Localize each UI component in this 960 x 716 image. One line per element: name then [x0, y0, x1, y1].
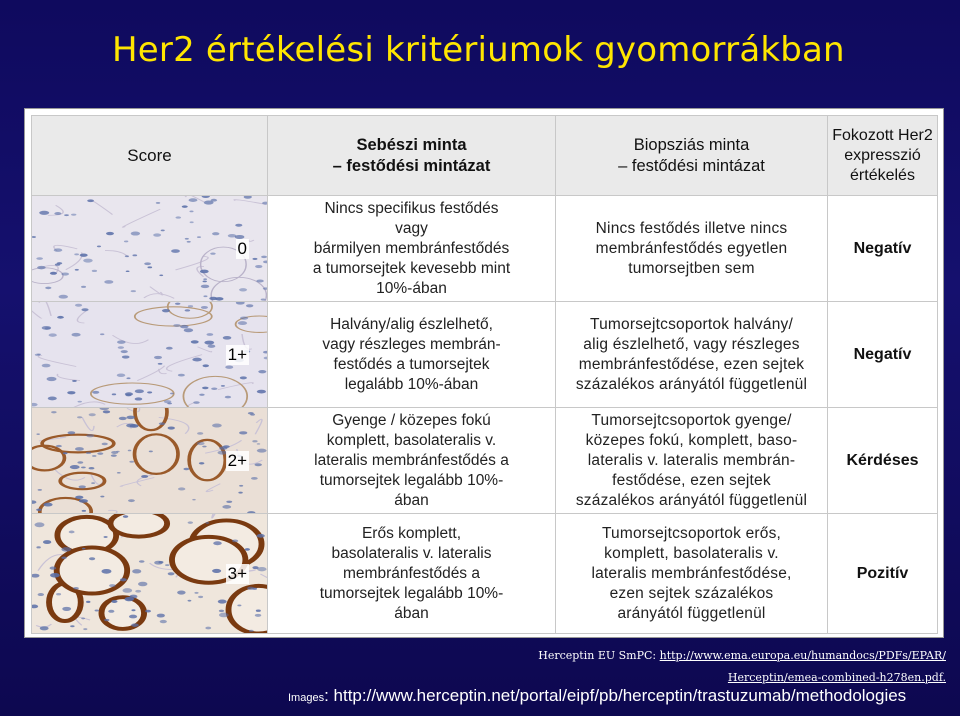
biopsy-pattern-cell [556, 408, 828, 514]
images-url[interactable]: : http://www.herceptin.net/portal/eipf/pb/herceptin/trastuzumab/methodologies [324, 686, 907, 705]
biopsy-pattern-line: Tumorsejtcsoportok halvány/ [590, 315, 793, 333]
biopsy-pattern-line: tumorsejtben sem [628, 259, 755, 277]
score-value: 0 [237, 238, 247, 258]
surgical-pattern-line: membránfestődés a [343, 564, 480, 582]
surgical-pattern-line: 10%-ában [376, 279, 447, 297]
header-eval-line1: Fokozott Her2 [832, 126, 933, 144]
slide-title: Her2 értékelési kritériumok gyomorrákban [112, 30, 845, 70]
header-surgical-line1: Sebészi minta [356, 135, 467, 154]
surgical-pattern-line: tumorsejtek legalább 10%- [319, 471, 504, 489]
surgical-pattern-line: komplett, basolateralis v. [326, 431, 497, 449]
evaluation-cell: Negatív [828, 302, 938, 408]
surgical-pattern-cell [268, 196, 556, 302]
surgical-pattern-line: ában [394, 491, 429, 509]
surgical-pattern-line: legalább 10%-ában [344, 375, 479, 393]
surgical-pattern-line: basolateralis v. lateralis [331, 544, 492, 562]
criteria-table-panel [24, 108, 944, 638]
table-row [32, 408, 938, 514]
surgical-pattern-line: tumorsejtek legalább 10%- [319, 584, 504, 602]
surgical-pattern-cell [268, 302, 556, 408]
surgical-pattern-line: Halvány/alig észlelhető, [330, 315, 493, 333]
biopsy-pattern-line: százalékos arányától függetlenül [575, 375, 808, 393]
header-score: Score [32, 116, 268, 196]
images-label: Images [288, 692, 325, 704]
score-value: 1+ [227, 344, 247, 364]
table-row [32, 302, 938, 408]
surgical-pattern-line: vagy részleges membrán- [322, 335, 501, 353]
biopsy-pattern-line: ezen sejtek százalékos [609, 584, 774, 602]
score-cell [32, 196, 268, 302]
score-value: 3+ [227, 563, 247, 583]
table-row [32, 196, 938, 302]
evaluation-cell: Pozitív [828, 514, 938, 634]
biopsy-pattern-cell [556, 302, 828, 408]
biopsy-pattern-line: Tumorsejtcsoportok gyenge/ [591, 411, 792, 429]
evaluation-cell: Kérdéses [828, 408, 938, 514]
reference-link-2[interactable]: Herceptin/emea-combined-h278en.pdf. [727, 671, 946, 684]
surgical-pattern-line: bármilyen membránfestődés [313, 239, 510, 257]
biopsy-pattern-line: lateralis membránfestődése, [591, 564, 792, 582]
criteria-table [31, 115, 938, 634]
biopsy-pattern-line: arányától függetlenül [617, 604, 766, 622]
header-eval-line2: expresszió [844, 146, 921, 164]
score-cell [32, 408, 268, 514]
reference-label: Herceptin EU SmPC: [538, 649, 660, 662]
header-biopsy-line2: – festődési mintázat [618, 156, 765, 175]
header-biopsy-line1: Biopsziás minta [633, 135, 750, 154]
surgical-pattern-line: vagy [395, 219, 428, 237]
biopsy-pattern-line: komplett, basolateralis v. [604, 544, 779, 562]
surgical-pattern-cell [268, 514, 556, 634]
header-surgical-line2: – festődési mintázat [332, 156, 491, 175]
surgical-pattern-cell [268, 408, 556, 514]
surgical-pattern-line: a tumorsejtek kevesebb mint [312, 259, 511, 277]
images-credit [288, 686, 906, 706]
biopsy-pattern-line: festődése, ezen sejtek [612, 471, 771, 489]
histology-thumbnail [32, 196, 267, 301]
score-cell [32, 514, 268, 634]
biopsy-pattern-cell [556, 196, 828, 302]
score-value: 2+ [227, 450, 247, 470]
reference-note [538, 645, 946, 689]
biopsy-pattern-line: lateralis v. lateralis membrán- [587, 451, 796, 469]
surgical-pattern-line: Nincs specifikus festődés [324, 199, 499, 217]
biopsy-pattern-line: alig észlelhető, vagy részleges [583, 335, 800, 353]
surgical-pattern-line: lateralis membránfestődés a [314, 451, 509, 469]
header-row [32, 116, 938, 196]
biopsy-pattern-line: közepes fokú, komplett, baso- [585, 431, 798, 449]
surgical-pattern-line: festődés a tumorsejtek [333, 355, 490, 373]
biopsy-pattern-line: membránfestődés egyetlen [595, 239, 788, 257]
evaluation-cell: Negatív [828, 196, 938, 302]
header-eval-line3: értékelés [850, 166, 915, 184]
biopsy-pattern-line: százalékos arányától függetlenül [575, 491, 808, 509]
surgical-pattern-line: Erős komplett, [361, 524, 462, 542]
biopsy-pattern-cell [556, 514, 828, 634]
score-cell [32, 302, 268, 408]
surgical-pattern-line: ában [394, 604, 429, 622]
header-eval [828, 116, 938, 196]
biopsy-pattern-line: Tumorsejtcsoportok erős, [601, 524, 782, 542]
biopsy-pattern-line: membránfestődése, ezen sejtek [578, 355, 805, 373]
table-row [32, 514, 938, 634]
header-biopsy [556, 116, 828, 196]
reference-link-1[interactable]: http://www.ema.europa.eu/humandocs/PDFs/EPAR/ [659, 649, 946, 662]
biopsy-pattern-line: Nincs festődés illetve nincs [595, 219, 788, 237]
header-surgical [268, 116, 556, 196]
surgical-pattern-line: Gyenge / közepes fokú [332, 411, 491, 429]
